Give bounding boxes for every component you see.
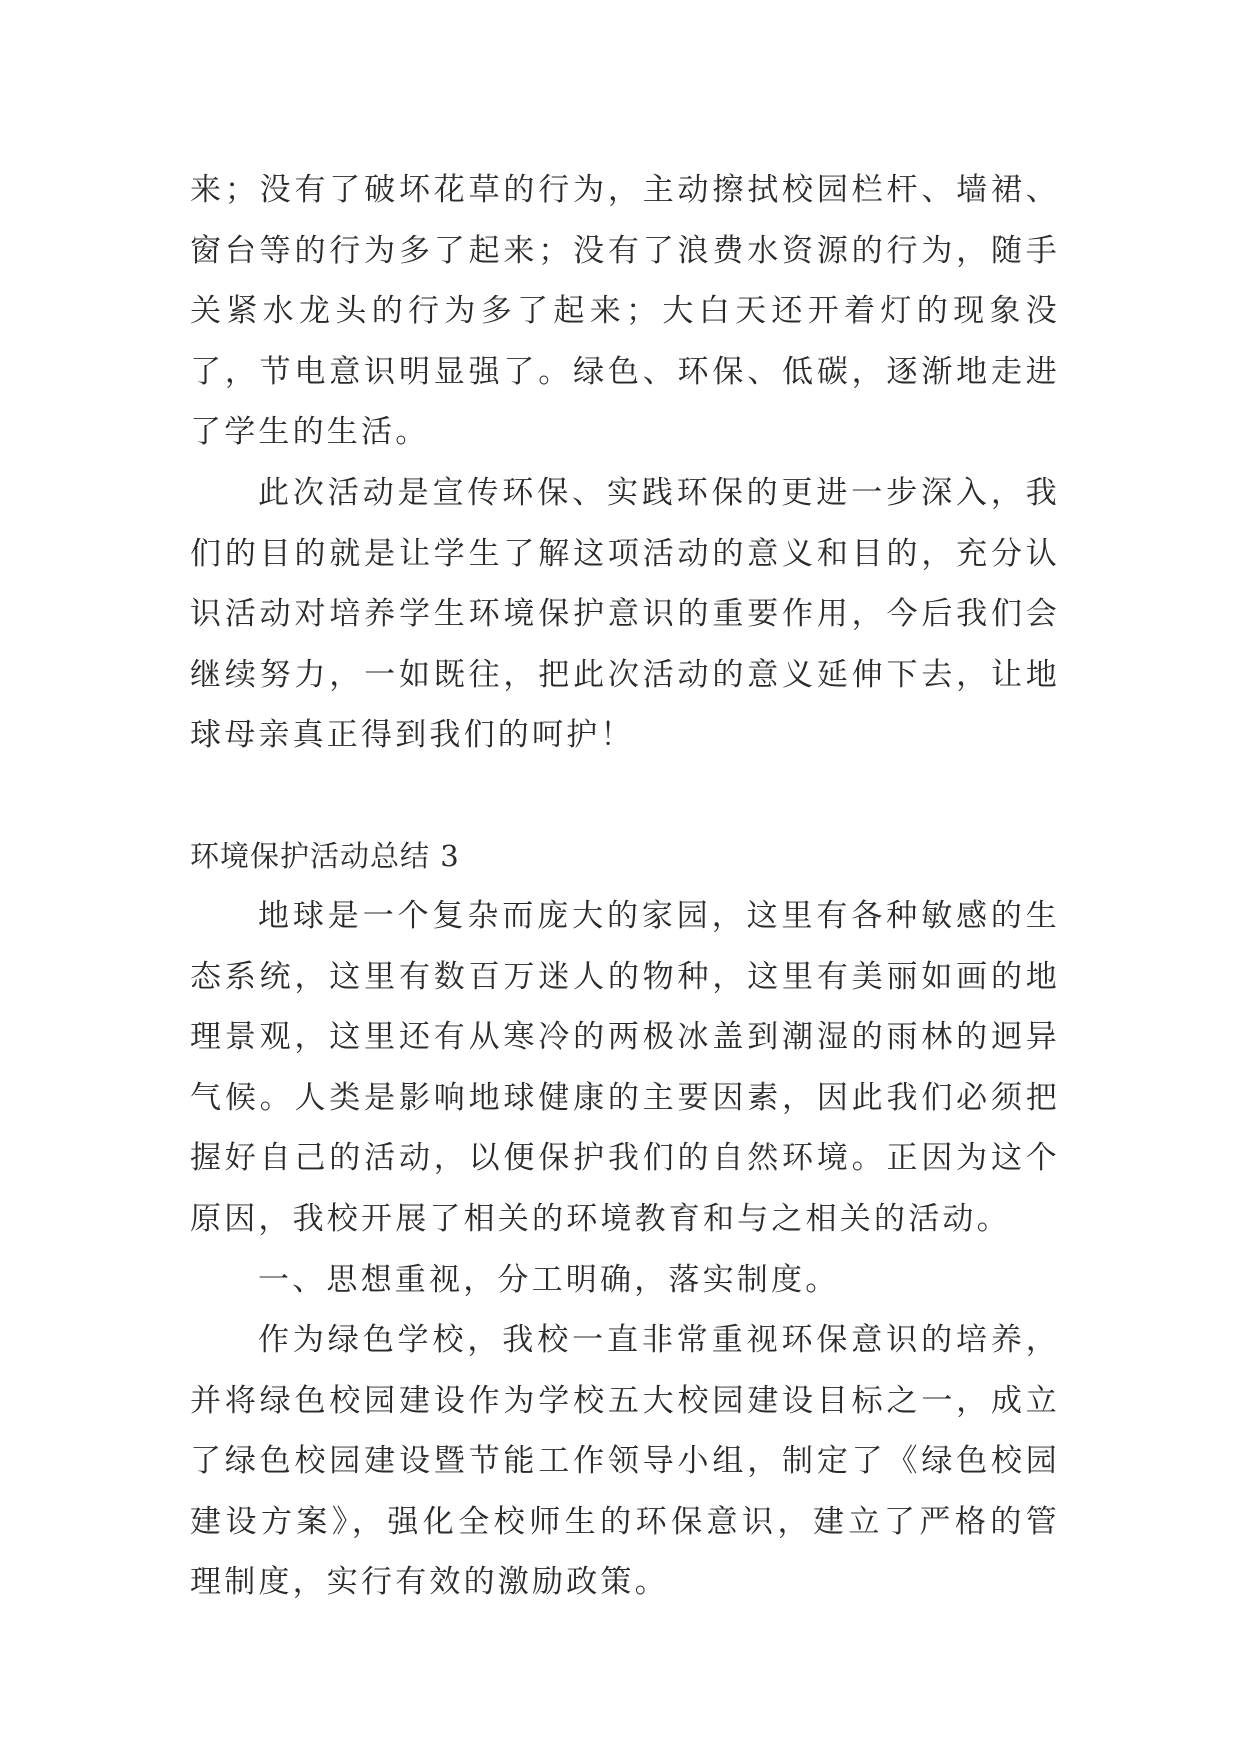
- paragraph-subheading-one: 一、思想重视，分工明确，落实制度。: [258, 1261, 840, 1298]
- paragraph-earth-intro: 地球是一个复杂而庞大的家园，这里有各种敏感的生态系统，这里有数百万迷人的物种，这里有美丽如画的地理景观，这里还有从寒冷的两极冰盖到潮湿的雨林的迥异气候。人类是影响地球健康的主要因素，因此我们必须把握好自己的活动，以便保护我们的自然环境。正因为这个原因，我校开展了相关的环境教育和与之相关的活动。: [190, 897, 1060, 1237]
- paragraph-green-school: 作为绿色学校，我校一直非常重视环保意识的培养，并将绿色校园建设作为学校五大校园建设目标之一，成立了绿色校园建设暨节能工作领导小组，制定了《绿色校园建设方案》，强化全校师生的环保意识，建立了严格的管理制度，实行有效的激励政策。: [190, 1322, 1060, 1601]
- section-heading: 环境保护活动总结 3: [190, 838, 460, 873]
- document-body: [190, 160, 1060, 1613]
- paragraph-activity-purpose: 此次活动是宣传环保、实践环保的更进一步深入，我们的目的就是让学生了解这项活动的意义和目的，充分认识活动对培养学生环境保护意识的重要作用，今后我们会继续努力，一如既往，把此次活动的意义延伸下去，让地球母亲真正得到我们的呵护！: [190, 474, 1060, 754]
- paragraph-continued: 来；没有了破坏花草的行为，主动擦拭校园栏杆、墙裙、窗台等的行为多了起来；没有了浪费水资源的行为，随手关紧水龙头的行为多了起来；大白天还开着灯的现象没了，节电意识明显强了。绿色、环保、低碳，逐渐地走进了学生的生活。: [190, 172, 1060, 451]
